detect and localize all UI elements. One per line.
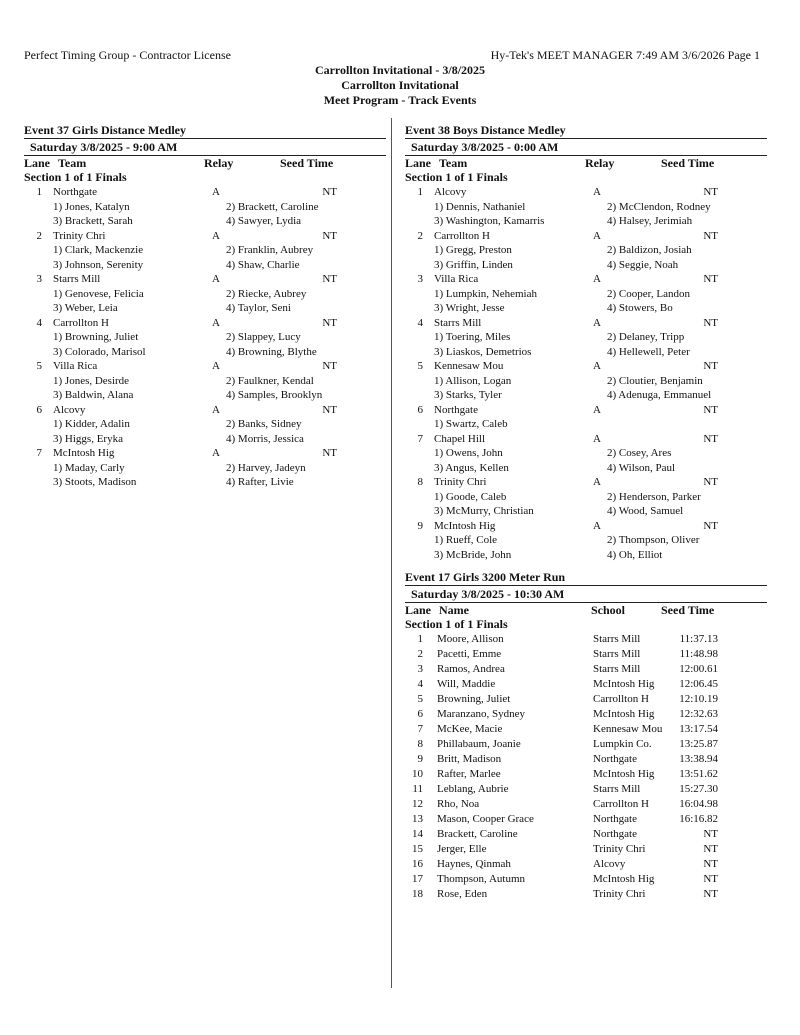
seed-time: NT (703, 229, 718, 242)
relay-member: 1) Swartz, Caleb (434, 418, 508, 430)
event-38-title: Event 38 Boys Distance Medley (405, 123, 767, 139)
athlete-name: Will, Maddie (437, 678, 496, 690)
relay-letter: A (593, 186, 601, 198)
seed-time: NT (703, 273, 718, 285)
athlete-row (405, 887, 767, 902)
relay-member: 3) Stoots, Madison (53, 476, 137, 488)
school-name: Starrs Mill (593, 633, 641, 645)
relay-member: 3) McBride, John (434, 548, 512, 561)
athlete-row (405, 632, 767, 647)
athlete-name: Leblang, Aubrie (437, 783, 509, 795)
lane-number: 8 (417, 476, 423, 488)
seed-header: Seed Time (280, 156, 334, 170)
relay-letter: A (212, 360, 220, 372)
relay-members-row (405, 388, 767, 403)
relay-member: 1) Gregg, Preston (434, 244, 512, 256)
relay-member: 1) Goode, Caleb (434, 490, 507, 503)
relay-letter: A (593, 403, 601, 416)
school-name: Carrollton H (593, 798, 649, 810)
relay-member: 2) Cosey, Ares (607, 447, 672, 459)
relay-letter: A (212, 229, 220, 242)
relay-team-row (405, 359, 767, 374)
team-name: Chapel Hill (434, 432, 486, 445)
athlete-row (405, 752, 767, 767)
relay-member: 4) Wood, Samuel (607, 505, 684, 517)
relay-letter: A (212, 273, 220, 285)
seed-time: 11:37.13 (679, 633, 718, 645)
team-name: McIntosh Hig (53, 447, 115, 459)
meet-name: Carrollton Invitational (341, 78, 459, 92)
lane-number: 6 (417, 403, 423, 416)
relay-member: 4) Rafter, Livie (226, 476, 294, 488)
program-title: Meet Program - Track Events (323, 93, 477, 107)
team-name: Alcovy (53, 403, 86, 416)
relay-team-row (24, 316, 386, 331)
lane-number: 14 (412, 828, 423, 840)
relay-member: 3) Colorado, Marisol (53, 345, 146, 358)
team-name: Alcovy (434, 186, 467, 198)
relay-header: Relay (585, 156, 615, 170)
lane-number: 7 (417, 723, 423, 735)
relay-letter: A (593, 432, 601, 445)
athlete-row (405, 812, 767, 827)
athlete-row (405, 647, 767, 662)
relay-member: 1) Jones, Katalyn (53, 200, 130, 213)
lane-number: 2 (417, 648, 423, 660)
team-name: Carrollton H (434, 229, 490, 242)
seed-time: NT (703, 873, 718, 885)
relay-team-row (405, 519, 767, 534)
seed-time: NT (703, 186, 718, 198)
relay-member: 4) Hellewell, Peter (607, 345, 690, 358)
lane-number: 3 (36, 273, 42, 285)
athlete-row (405, 707, 767, 722)
relay-member: 4) Seggie, Noah (607, 258, 679, 271)
seed-time: NT (322, 403, 337, 416)
relay-members-row (24, 287, 386, 302)
school-name: Trinity Chri (593, 888, 646, 900)
relay-member: 1) Maday, Carly (53, 461, 125, 474)
relay-letter: A (212, 186, 220, 198)
relay-team-row (24, 359, 386, 374)
relay-members-row (405, 446, 767, 461)
seed-time: 15:27.30 (679, 783, 718, 795)
relay-member: 2) Franklin, Aubrey (226, 244, 314, 256)
relay-member: 2) Faulkner, Kendal (226, 374, 314, 387)
relay-team-row (24, 446, 386, 461)
relay-member: 4) Morris, Jessica (226, 432, 304, 445)
lane-number: 4 (36, 316, 42, 329)
relay-member: 4) Adenuga, Emmanuel (607, 389, 712, 401)
lane-number: 9 (417, 519, 423, 532)
seed-time: NT (703, 360, 718, 372)
relay-members-row (24, 417, 386, 432)
school-name: Northgate (593, 828, 637, 840)
athlete-name: McKee, Macie (437, 723, 503, 735)
relay-members-row (405, 287, 767, 302)
relay-team-row (24, 229, 386, 244)
relay-members-row (405, 200, 767, 215)
athlete-row (405, 827, 767, 842)
event-38-date: Saturday 3/8/2025 - 0:00 AM (411, 140, 559, 154)
seed-time: 12:10.19 (679, 693, 718, 705)
athlete-name: Rho, Noa (437, 798, 480, 810)
lane-number: 2 (417, 229, 423, 242)
lane-number: 13 (412, 813, 423, 825)
relay-member: 3) Washington, Kamarris (434, 215, 545, 227)
relay-members-row (24, 374, 386, 389)
relay-members-row (24, 461, 386, 476)
relay-members-row (24, 475, 386, 490)
team-name: Villa Rica (434, 273, 479, 285)
meet-title: Carrollton Invitational - 3/8/2025 (314, 63, 486, 77)
lane-number: 1 (417, 633, 423, 645)
athlete-row (405, 797, 767, 812)
name-header: Name (439, 603, 469, 617)
lane-number: 1 (36, 186, 42, 198)
seed-header: Seed Time (661, 603, 715, 617)
team-header: Team (58, 156, 87, 170)
athlete-name: Brackett, Caroline (437, 828, 518, 840)
school-name: Northgate (593, 753, 637, 765)
school-name: McIntosh Hig (593, 708, 655, 720)
relay-letter: A (593, 316, 601, 329)
seed-time: NT (703, 843, 718, 855)
relay-member: 4) Halsey, Jerimiah (607, 215, 693, 227)
relay-member: 2) Baldizon, Josiah (607, 244, 692, 256)
relay-member: 3) Angus, Kellen (434, 461, 509, 474)
athlete-name: Pacetti, Emme (437, 648, 502, 660)
lane-number: 7 (417, 432, 423, 445)
athlete-name: Browning, Juliet (437, 693, 511, 705)
event-17-title: Event 17 Girls 3200 Meter Run (405, 570, 767, 586)
lane-number: 10 (412, 768, 423, 780)
team-name: Trinity Chri (434, 476, 487, 488)
athlete-name: Ramos, Andrea (437, 663, 505, 675)
relay-members-row (24, 432, 386, 447)
relay-member: 1) Owens, John (434, 447, 503, 459)
school-name: Carrollton H (593, 693, 649, 705)
relay-team-row (24, 185, 386, 200)
team-name: Starrs Mill (53, 273, 101, 285)
relay-member: 2) Slappey, Lucy (226, 331, 301, 343)
relay-letter: A (593, 476, 601, 488)
athlete-row (405, 692, 767, 707)
school-name: McIntosh Hig (593, 768, 655, 780)
lane-number: 2 (36, 229, 42, 242)
relay-members-row (24, 301, 386, 316)
relay-member: 4) Taylor, Seni (226, 302, 291, 314)
seed-time: NT (322, 273, 337, 285)
header-left: Perfect Timing Group - Contractor License (24, 48, 231, 62)
school-name: Starrs Mill (593, 648, 641, 660)
lane-number: 9 (417, 753, 423, 765)
event-38-section-header: Section 1 of 1 Finals (405, 170, 508, 184)
athlete-name: Maranzano, Sydney (437, 708, 525, 720)
relay-letter: A (593, 273, 601, 285)
relay-members-row (405, 243, 767, 258)
relay-team-row (24, 272, 386, 287)
relay-members-row (405, 301, 767, 316)
relay-members-row (24, 330, 386, 345)
seed-header: Seed Time (661, 156, 715, 170)
relay-member: 2) Delaney, Tripp (607, 331, 685, 343)
seed-time: NT (703, 432, 718, 445)
relay-members-row (405, 548, 767, 563)
athlete-name: Jerger, Elle (437, 843, 487, 855)
relay-member: 3) Baldwin, Alana (53, 389, 134, 401)
relay-member: 2) Riecke, Aubrey (226, 287, 307, 300)
team-name: Starrs Mill (434, 316, 482, 329)
relay-member: 1) Jones, Desirde (53, 374, 130, 387)
athlete-name: Phillabaum, Joanie (437, 738, 521, 750)
seed-time: 13:25.87 (679, 738, 718, 750)
school-name: Northgate (593, 813, 637, 825)
lane-number: 8 (417, 738, 423, 750)
relay-member: 2) Harvey, Jadeyn (226, 461, 306, 474)
seed-time: 11:48.98 (679, 648, 718, 660)
lane-header: Lane (24, 156, 51, 170)
relay-member: 1) Lumpkin, Nehemiah (434, 287, 537, 300)
school-name: McIntosh Hig (593, 678, 655, 690)
relay-member: 3) Griffin, Linden (434, 258, 513, 271)
athlete-name: Mason, Cooper Grace (437, 813, 534, 825)
seed-time: NT (322, 186, 337, 198)
relay-letter: A (593, 229, 601, 242)
relay-team-row (405, 229, 767, 244)
lane-number: 3 (417, 273, 423, 285)
athlete-row (405, 782, 767, 797)
relay-members-row (24, 243, 386, 258)
seed-time: 13:17.54 (679, 723, 718, 735)
relay-team-row (405, 432, 767, 447)
lane-number: 7 (36, 447, 42, 459)
relay-member: 1) Allison, Logan (434, 374, 512, 387)
relay-members-row (405, 330, 767, 345)
school-header: School (591, 603, 626, 617)
relay-members-row (405, 214, 767, 229)
relay-members-row (405, 374, 767, 389)
lane-number: 6 (36, 403, 42, 416)
event-37-date: Saturday 3/8/2025 - 9:00 AM (30, 140, 178, 154)
lane-number: 1 (417, 186, 423, 198)
team-name: McIntosh Hig (434, 519, 496, 532)
relay-members-row (405, 258, 767, 273)
relay-member: 1) Clark, Mackenzie (53, 244, 144, 256)
relay-member: 3) Johnson, Serenity (53, 258, 144, 271)
school-name: Starrs Mill (593, 783, 641, 795)
relay-team-row (405, 272, 767, 287)
relay-member: 4) Wilson, Paul (607, 461, 676, 474)
seed-time: NT (703, 403, 718, 416)
seed-time: NT (703, 519, 718, 532)
relay-letter: A (593, 519, 601, 532)
seed-time: 16:16.82 (679, 813, 718, 825)
athlete-name: Thompson, Autumn (437, 873, 526, 885)
athlete-row (405, 737, 767, 752)
relay-member: 3) Starks, Tyler (434, 389, 502, 401)
event-gap (405, 562, 767, 570)
school-name: Trinity Chri (593, 843, 646, 855)
relay-member: 4) Samples, Brooklyn (226, 389, 323, 401)
left-column (24, 123, 386, 490)
relay-member: 1) Browning, Juliet (53, 331, 139, 343)
relay-members-row (24, 200, 386, 215)
relay-members-row (24, 388, 386, 403)
relay-members-row (405, 345, 767, 360)
seed-time: NT (703, 858, 718, 870)
relay-member: 4) Oh, Elliot (607, 548, 663, 561)
school-name: McIntosh Hig (593, 873, 655, 885)
seed-time: 12:06.45 (679, 678, 718, 690)
relay-members-row (24, 258, 386, 273)
relay-member: 3) Liaskos, Demetrios (434, 345, 532, 358)
event-37-section-header: Section 1 of 1 Finals (24, 170, 127, 184)
athlete-row (405, 662, 767, 677)
athlete-name: Rose, Eden (437, 888, 488, 900)
right-column (405, 123, 767, 902)
seed-time: NT (703, 828, 718, 840)
seed-time: 12:32.63 (679, 708, 718, 720)
event-17-column-header (405, 602, 767, 617)
relay-letter: A (212, 403, 220, 416)
athlete-row (405, 677, 767, 692)
column-divider (391, 118, 392, 988)
athlete-row (405, 842, 767, 857)
lane-number: 16 (412, 858, 423, 870)
athlete-row (405, 857, 767, 872)
relay-members-row (405, 417, 767, 432)
relay-member: 4) Stowers, Bo (607, 302, 673, 314)
relay-members-row (405, 504, 767, 519)
lane-number: 4 (417, 678, 423, 690)
relay-letter: A (593, 360, 601, 372)
relay-member: 1) Dennis, Nathaniel (434, 200, 526, 213)
relay-header: Relay (204, 156, 234, 170)
athlete-name: Moore, Allison (437, 633, 504, 645)
event-17-date: Saturday 3/8/2025 - 10:30 AM (411, 587, 565, 601)
team-header: Team (439, 156, 468, 170)
relay-team-row (405, 475, 767, 490)
team-name: Trinity Chri (53, 229, 106, 242)
seed-time: NT (322, 229, 337, 242)
event-38-column-header (405, 155, 767, 170)
header-right: Hy-Tek's MEET MANAGER 7:49 AM 3/6/2026 Page 1 (490, 48, 760, 62)
relay-team-row (24, 403, 386, 418)
relay-letter: A (212, 447, 220, 459)
seed-time: NT (703, 476, 718, 488)
seed-time: NT (322, 316, 337, 329)
athlete-row (405, 722, 767, 737)
relay-letter: A (212, 316, 220, 329)
school-name: Starrs Mill (593, 663, 641, 675)
athlete-name: Britt, Madison (437, 753, 502, 765)
relay-members-row (405, 490, 767, 505)
team-name: Carrollton H (53, 316, 109, 329)
relay-member: 1) Rueff, Cole (434, 534, 498, 546)
lane-number: 11 (412, 783, 423, 795)
seed-time: NT (703, 316, 718, 329)
team-name: Northgate (53, 186, 97, 198)
seed-time: 12:00.61 (679, 663, 718, 675)
relay-member: 2) Thompson, Oliver (607, 534, 700, 546)
relay-team-row (405, 185, 767, 200)
relay-members-row (24, 345, 386, 360)
lane-number: 5 (417, 693, 423, 705)
relay-member: 2) Henderson, Parker (607, 490, 701, 503)
relay-member: 3) Brackett, Sarah (53, 215, 133, 227)
relay-member: 4) Sawyer, Lydia (226, 215, 302, 227)
relay-member: 4) Shaw, Charlie (226, 258, 300, 271)
seed-time: NT (322, 447, 337, 459)
school-name: Lumpkin Co. (593, 738, 652, 750)
relay-member: 2) Cloutier, Benjamin (607, 374, 703, 387)
seed-time: NT (703, 888, 718, 900)
relay-member: 4) Browning, Blythe (226, 345, 317, 358)
relay-member: 3) Weber, Leia (53, 302, 118, 314)
relay-member: 3) McMurry, Christian (434, 505, 534, 517)
lane-header: Lane (405, 603, 432, 617)
relay-member: 3) Wright, Jesse (434, 302, 505, 314)
relay-member: 1) Kidder, Adalin (53, 418, 130, 430)
athlete-name: Haynes, Qinmah (437, 858, 511, 870)
relay-member: 1) Genovese, Felicia (53, 287, 144, 300)
lane-number: 5 (417, 360, 423, 372)
relay-member: 3) Higgs, Eryka (53, 432, 123, 445)
team-name: Kennesaw Mou (434, 360, 504, 372)
lane-number: 17 (412, 873, 423, 885)
seed-time: NT (322, 360, 337, 372)
relay-members-row (405, 533, 767, 548)
lane-number: 4 (417, 316, 423, 329)
team-name: Northgate (434, 403, 478, 416)
relay-member: 2) Cooper, Landon (607, 287, 690, 300)
relay-team-row (405, 403, 767, 418)
seed-time: 13:51.62 (679, 768, 718, 780)
school-name: Kennesaw Mou (593, 723, 663, 735)
event-37-title: Event 37 Girls Distance Medley (24, 123, 386, 139)
relay-member: 1) Toering, Miles (434, 331, 511, 343)
event-37-column-header (24, 155, 386, 170)
relay-members-row (405, 461, 767, 476)
lane-number: 18 (412, 888, 423, 900)
lane-header: Lane (405, 156, 432, 170)
team-name: Villa Rica (53, 360, 98, 372)
seed-time: 13:38.94 (679, 753, 718, 765)
relay-member: 2) Brackett, Caroline (226, 200, 319, 213)
athlete-row (405, 872, 767, 887)
lane-number: 12 (412, 798, 423, 810)
athlete-row (405, 767, 767, 782)
relay-member: 2) McClendon, Rodney (607, 200, 711, 213)
lane-number: 6 (417, 708, 423, 720)
school-name: Alcovy (593, 858, 626, 870)
lane-number: 5 (36, 360, 42, 372)
lane-number: 3 (417, 663, 423, 675)
seed-time: 16:04.98 (679, 798, 718, 810)
relay-members-row (24, 214, 386, 229)
lane-number: 15 (412, 843, 423, 855)
relay-member: 2) Banks, Sidney (226, 418, 302, 430)
event-17-section-header: Section 1 of 1 Finals (405, 617, 508, 631)
relay-team-row (405, 316, 767, 331)
athlete-name: Rafter, Marlee (437, 768, 501, 780)
